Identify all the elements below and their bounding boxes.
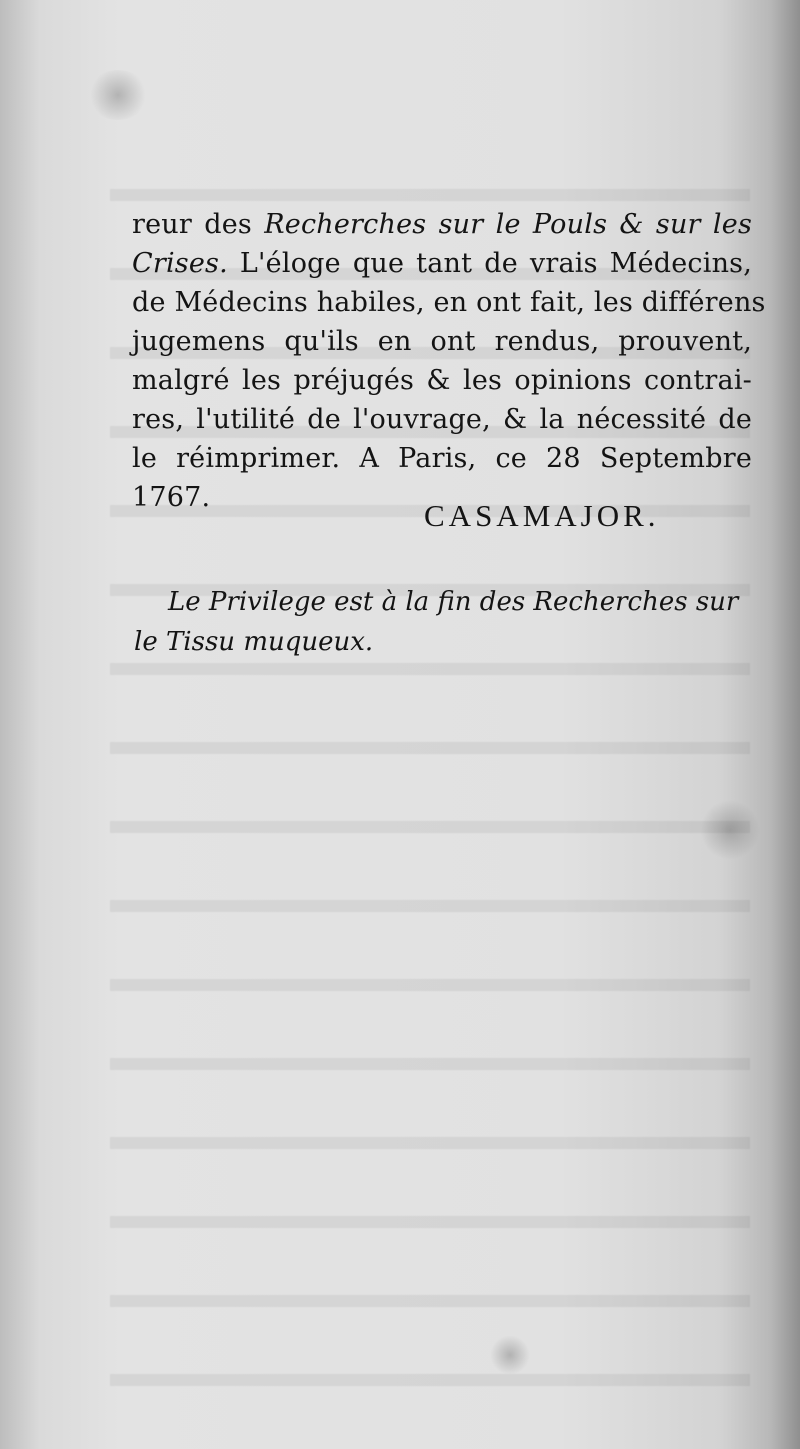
text-line: res, l'utilité de l'ouvrage, & la nécessité de [132, 404, 752, 435]
text-line: jugemens qu'ils en ont rendus, prouvent, [132, 326, 752, 357]
signature: CASAMAJOR. [424, 498, 660, 533]
text-line: 1767. [132, 482, 211, 513]
text-line: de Médecins habiles, en ont fait, les différens [132, 287, 766, 318]
text-line: Crises. L'éloge que tant de vrais Médecins, [132, 248, 752, 279]
approbation-text [132, 205, 766, 517]
paper-stain [88, 70, 148, 120]
privilege-line: Le Privilege est à la fin des Recherches sur [168, 587, 739, 617]
privilege-note [134, 582, 748, 662]
privilege-line: le Tissu muqueux. [134, 627, 374, 657]
text-line: reur des Recherches sur le Pouls & sur les [132, 209, 753, 240]
text-line: malgré les préjugés & les opinions contrai- [132, 365, 752, 396]
text-line: le réimprimer. A Paris, ce 28 Septembre [132, 443, 752, 474]
